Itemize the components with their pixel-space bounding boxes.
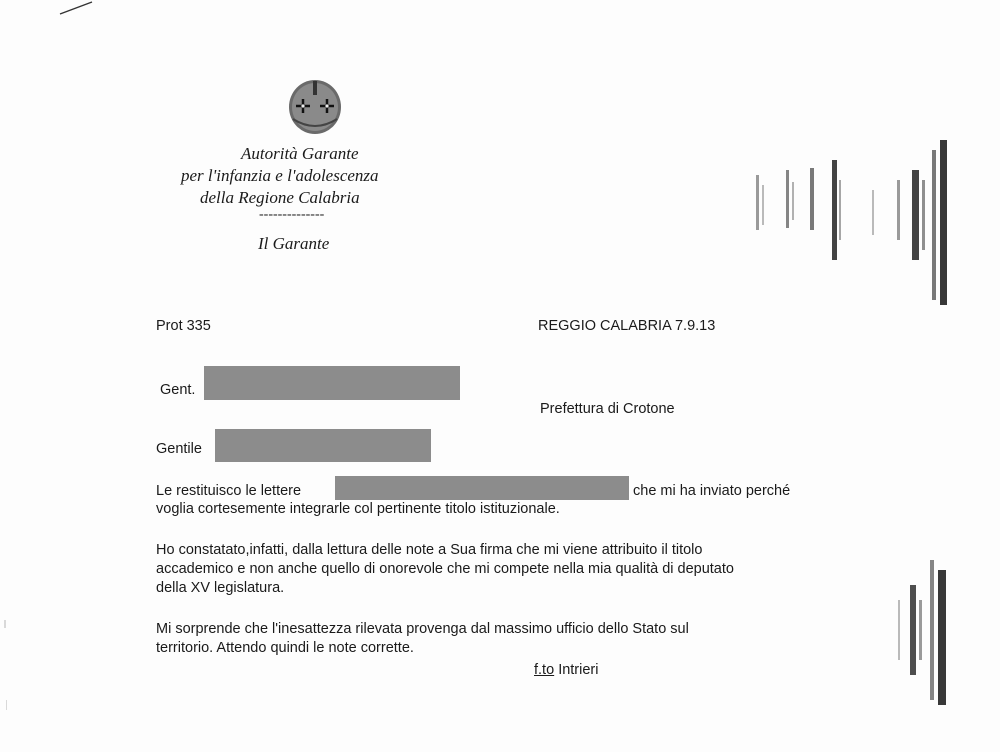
header-line-region: della Regione Calabria: [200, 188, 360, 207]
calabria-coat-of-arms-icon: [287, 75, 343, 135]
protocol-number: Prot 335: [156, 318, 211, 334]
gentile-label: Gentile: [156, 441, 202, 457]
body-paragraph-1-line2: voglia cortesemente integrarle col pertinente titolo istituzionale.: [156, 501, 560, 517]
header-title: Il Garante: [258, 234, 330, 253]
body-paragraph-2-line1: Ho constatato,infatti, dalla lettura delle note a Sua firma che mi viene attribuito il titolo: [156, 542, 703, 558]
redaction-box: [204, 366, 460, 400]
header-line-authority: Autorità Garante: [241, 144, 359, 163]
body-paragraph-1-end: che mi ha inviato perché: [633, 483, 791, 499]
corner-stroke-mark: [60, 2, 92, 14]
body-paragraph-2-line3: della XV legislatura.: [156, 580, 285, 596]
body-paragraph-2-line2: accademico e non anche quello di onorevole che mi compete nella mia qualità di deputato: [156, 561, 734, 577]
redaction-box: [215, 429, 431, 462]
body-paragraph-3-line1: Mi sorprende che l'inesattezza rilevata provenga dal massimo ufficio dello Stato sul: [156, 621, 689, 637]
body-paragraph-1-start: Le restituisco le lettere: [156, 483, 302, 499]
gent-label: Gent.: [160, 382, 196, 398]
scan-noise-bottom-right: [898, 560, 946, 705]
redaction-box: [335, 476, 629, 500]
header-separator: --------------: [259, 207, 325, 222]
scan-noise-top-right: [756, 140, 947, 305]
body-paragraph-3-line2: territorio. Attendo quindi le note corrette.: [156, 640, 414, 656]
signatory-name: Intrieri: [558, 662, 599, 678]
prefettura-recipient: Prefettura di Crotone: [540, 401, 675, 417]
signature-line: [534, 662, 598, 678]
fto-abbreviation: f.to: [534, 662, 555, 678]
scan-noise-left: [4, 620, 7, 710]
header-line-childhood: per l'infanzia e l'adolescenza: [181, 166, 379, 185]
place-date: REGGIO CALABRIA 7.9.13: [538, 318, 716, 334]
